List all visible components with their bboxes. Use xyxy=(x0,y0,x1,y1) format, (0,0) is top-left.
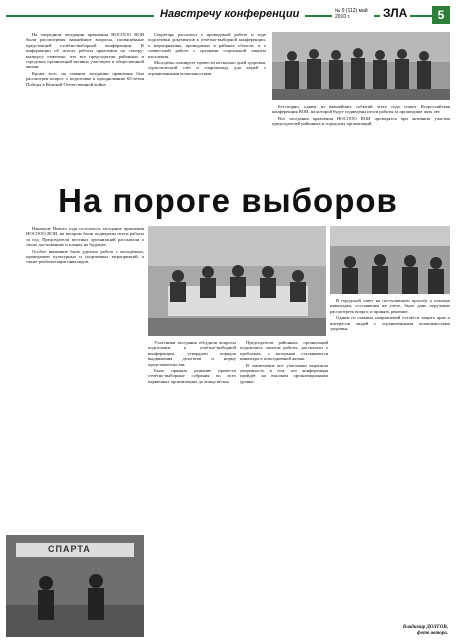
top-mid-column xyxy=(148,32,266,177)
sport-photo xyxy=(6,535,144,637)
paragraph: Председатели районных организаций поделились опытом работы, рассказали о проблемах, с которыми сталкиваются инвалиды в повседневной жизни. xyxy=(240,340,328,362)
lower-right-column xyxy=(240,340,328,630)
paragraph: В заключение все участники выразили уверенность в том, что конференция пройдёт на высоком организационном уровне. xyxy=(240,362,328,384)
paragraph: Накануне Нового года состоялось заседание правления НОСООО ВОИ, на котором были подведены итоги работы за год. Председатели местных организаций рассказали о своих достижениях и планах на будущее. xyxy=(26,226,144,248)
paragraph: Кроме того, на главном заседании правления был рассмотрен вопрос о подготовке к празднованию 65-летия Победы в Великой Отечественной войне. xyxy=(26,70,144,87)
photo-caption: СПАРТА xyxy=(48,544,91,554)
group-photo xyxy=(272,32,450,100)
lower-left-column xyxy=(26,226,144,531)
audience-photo-image xyxy=(330,226,450,294)
page-header xyxy=(6,6,450,28)
meeting-photo xyxy=(148,226,326,336)
paragraph: Все заседания правления НОСООО ВОИ проводятся при активном участии председателей районных и городских организаций. xyxy=(272,115,450,127)
paragraph: Бесспорно, одним из важнейших событий этого года станет Всероссийская конференция ВОИ, на которой будут подведены итоги работы за прошедшие пять лет. xyxy=(272,104,450,115)
group-photo-image xyxy=(272,32,450,100)
top-right-column xyxy=(272,104,450,178)
paragraph: Молодёжь планирует провести несколько дней здоровья, туристический слёт и спартакиаду для людей с ограниченными возможностями. xyxy=(148,60,266,76)
audience-photo xyxy=(330,226,450,294)
far-right-column xyxy=(330,298,450,618)
author-credit xyxy=(403,625,448,637)
meeting-photo-image xyxy=(148,226,326,336)
paragraph: Было принято решение провести отчётно-выборные собрания во всех первичных организациях до конца весны. xyxy=(148,368,236,384)
paragraph: В городской совет на поступившую просьбу о помощи инвалидам, состоявшим на учёте, было дано поручение рассмотреть вопрос и принять решение. xyxy=(330,298,450,314)
page-number: 5 xyxy=(432,6,450,24)
lower-mid-column xyxy=(148,340,236,630)
paragraph: Одним из главных направлений остаётся защита прав и интересов людей с ограниченными возможностями здоровья. xyxy=(330,315,450,332)
paragraph: Участники заседания обсудили вопросы подготовки к отчётно-выборной конференции, утвердили порядок выдвижения делегатов и норму представительства. xyxy=(148,340,236,367)
paragraph: Особое внимание было уделено работе с молодёжью, проведению культурных и спортивных мероприятий, а также реабилитации инвалидов. xyxy=(26,248,144,265)
headline: На пороге выборов xyxy=(58,182,398,219)
author-role: фото автора. xyxy=(417,631,448,636)
author-name: Владимир ДОЛГОВ, xyxy=(402,625,448,630)
issue-info: № 9 (112) май 2010 г. xyxy=(332,8,374,20)
top-left-column xyxy=(26,32,144,177)
section-title: Навстречу конференции xyxy=(154,8,305,20)
newspaper-logo: ЗЛА xyxy=(380,6,410,20)
paragraph: На очередном заседании правления НОСООО ВОИ были рассмотрены важнейшие вопросы, посвящённые предстоящей отчётно-выборной конференции. В информации об итогах работы правления по смотру-конкурсу отмечено, что все председатели районных и городских организаций активно участвуют в общественной жизни. xyxy=(26,32,144,70)
paragraph: Секретарь рассказал о проводимой работе и ходе подготовки документов к отчётно-выборной конференции, о мероприятиях, проводимых в районах области, и о совместной работе с органами социальной защиты населения. xyxy=(148,32,266,59)
